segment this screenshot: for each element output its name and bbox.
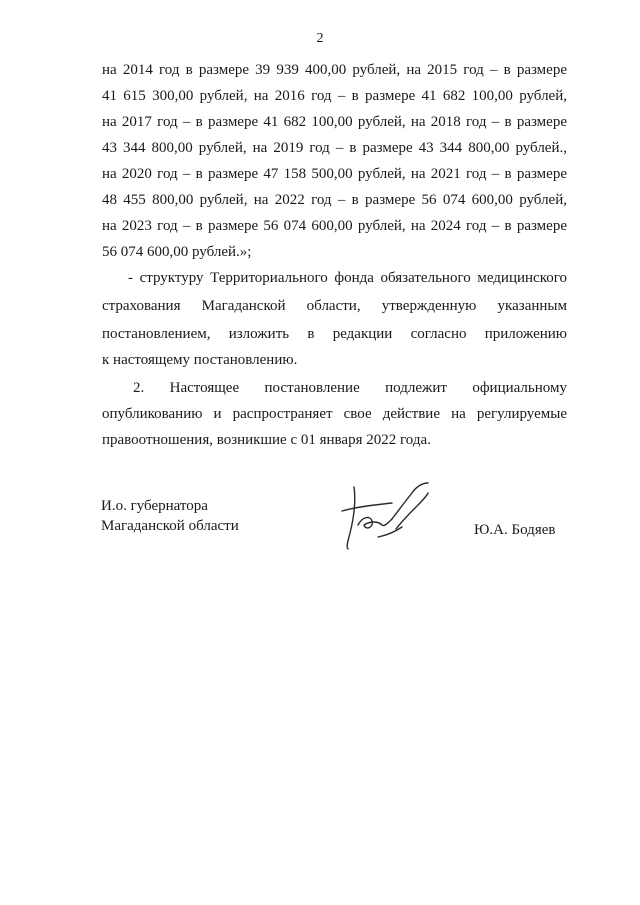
text-line: 43 344 800,00 рублей, на 2019 год – в размере 43 344 800,00 рублей., xyxy=(102,140,567,156)
text-line: - структуру Территориального фонда обязательного медицинского xyxy=(128,270,567,286)
handwritten-signature xyxy=(336,481,436,553)
text-line: к настоящему постановлению. xyxy=(102,352,298,368)
text-line: на 2014 год в размере 39 939 400,00 рублей, на 2015 год – в размере xyxy=(102,62,567,78)
text-line: правоотношения, возникшие с 01 января 2022 года. xyxy=(102,432,431,448)
text-line: страхования Магаданской области, утвержденную указанным xyxy=(102,298,567,314)
signer-organization: Магаданской области xyxy=(101,518,239,534)
text-line: на 2020 год – в размере 47 158 500,00 рублей, на 2021 год – в размере xyxy=(102,166,567,182)
text-line: 2. Настоящее постановление подлежит официальному xyxy=(133,380,567,396)
text-line: 41 615 300,00 рублей, на 2016 год – в размере 41 682 100,00 рублей, xyxy=(102,88,567,104)
page-number: 2 xyxy=(316,31,324,46)
text-line: постановлением, изложить в редакции согласно приложению xyxy=(102,326,567,342)
text-line: опубликованию и распространяет свое действие на регулируемые xyxy=(102,406,567,422)
text-line: 56 074 600,00 рублей.»; xyxy=(102,244,252,260)
text-line: на 2017 год – в размере 41 682 100,00 рублей, на 2018 год – в размере xyxy=(102,114,567,130)
text-line: на 2023 год – в размере 56 074 600,00 рублей, на 2024 год – в размере xyxy=(102,218,567,234)
text-line: 48 455 800,00 рублей, на 2022 год – в размере 56 074 600,00 рублей, xyxy=(102,192,567,208)
signer-title: И.о. губернатора xyxy=(101,498,208,514)
signer-name: Ю.А. Бодяев xyxy=(474,522,556,538)
